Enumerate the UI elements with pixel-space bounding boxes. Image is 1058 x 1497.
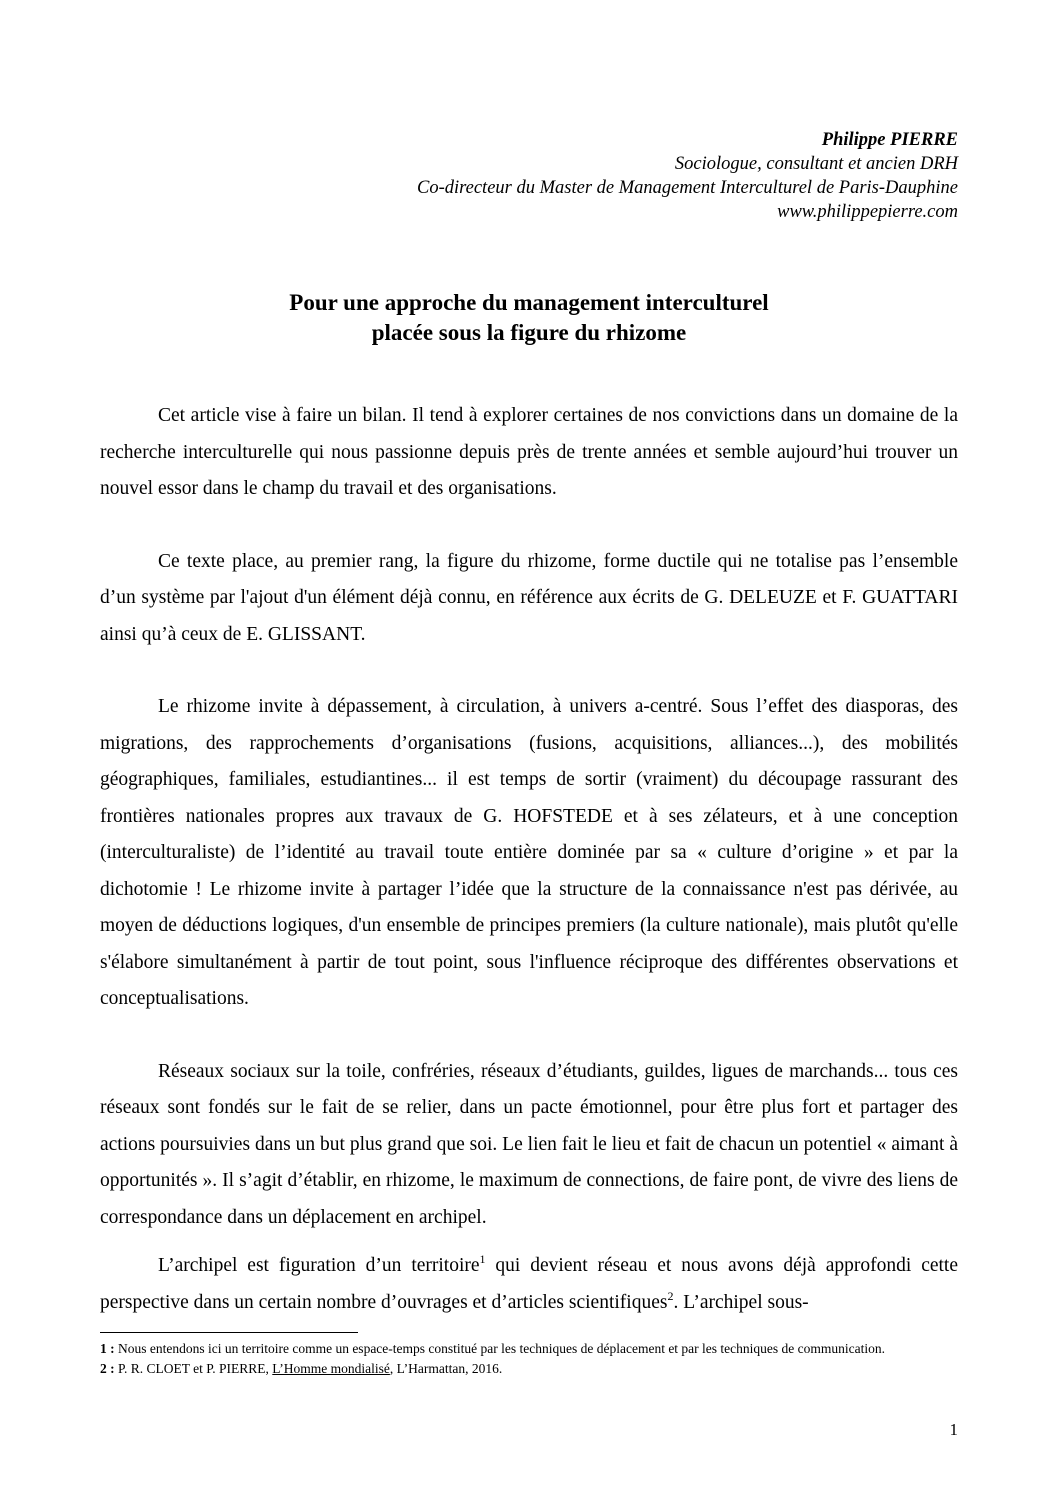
author-position: Co-directeur du Master de Management Interculturel de Paris-Dauphine [416,178,958,198]
paragraph-5-part-3: . L’archipel sous- [673,1291,809,1313]
body-text [100,398,958,1357]
author-name: Philippe PIERRE [821,130,958,150]
footnote-1 [100,1341,958,1356]
footnotes [100,1341,958,1381]
author-role: Sociologue, consultant et ancien DRH [674,154,958,174]
footnote-2 [100,1361,958,1376]
footnote-2-text-after: , L’Harmattan, 2016. [389,1361,503,1376]
footnote-ref-1: 1 [479,1252,486,1266]
paragraph-3: Le rhizome invite à dépassement, à circulation, à univers a-centré. Sous l’effet des diasporas, des migrations, des rapprochements d’organisations (fusions, acquisitions, alliances...), des mobilités géographiques, familiales, estudiantines... il est temps de sortir (vraiment) du découpage rassurant des frontières nationales propres aux travaux de G. HOFSTEDE et à ses zélateurs, et à une conception (interculturaliste) de l’identité au travail toute entière dominée par sa « culture d’origine » et par la dichotomie ! Le rhizome invite à partager l’idée que la structure de la connaissance n'est pas dérivée, au moyen de déductions logiques, d'un ensemble de principes premiers (la culture nationale), mais plutôt qu'elle s'élabore simultanément à partir de tout point, sous l'influence réciproque des différentes observations et conceptualisations. [100,696,958,1009]
footnote-2-mark: 2 : [100,1361,115,1376]
paragraph-4: Réseaux sociaux sur la toile, confréries, réseaux d’étudiants, guildes, ligues de marchands... tous ces réseaux sont fondés sur le fait de se relier, dans un pacte émotionnel, pour être plus fort et partager des actions poursuivies dans un but plus grand que soi. Le lien fait le lieu et fait de chacun un potentiel « aimant à opportunités ». Il s’agit d’établir, en rhizome, le maximum de connections, de faire pont, de vivre des liens de correspondance dans un déplacement en archipel. [100,1060,958,1228]
title-line-1: Pour une approche du management interculturel [289,290,769,315]
footnote-2-book-title: L’Homme mondialisé [272,1361,390,1376]
footnote-separator [100,1332,358,1333]
footnote-1-text: Nous entendons ici un territoire comme un espace-temps constitué par les techniques de déplacement et par les techniques de communication. [114,1341,885,1356]
footnote-1-mark: 1 : [100,1341,115,1356]
paragraph-5-part-2: qui devient réseau et nous avons déjà approfondi cette perspective dans un certain nombre d’ouvrages et d’articles scientifiques [100,1255,958,1313]
paragraph-5 [100,1248,958,1321]
title-line-2: placée sous la figure du rhizome [371,320,687,345]
paragraph-1: Cet article vise à faire un bilan. Il tend à explorer certaines de nos convictions dans un domaine de la recherche interculturelle qui nous passionne depuis près de trente années et semble aujourd’hui trouver un nouvel essor dans le champ du travail et des organisations. [100,405,958,499]
footnote-ref-2: 2 [667,1288,674,1303]
author-block [100,128,958,224]
paragraph-2: Ce texte place, au premier rang, la figure du rhizome, forme ductile qui ne totalise pas l’ensemble d’un système par l'ajout d'un élément déjà connu, en référence aux écrits de G. DELEUZE et F. GUATTARI ainsi qu’à ceux de E. GLISSANT. [100,550,958,645]
footnote-2-text-before: P. R. CLOET et P. PIERRE, [114,1361,273,1376]
page-number: 1 [949,1420,958,1439]
author-website: www.philippepierre.com [777,202,958,222]
document-title [100,288,958,348]
paragraph-5-part-1: L’archipel est figuration d’un territoire [158,1255,480,1276]
